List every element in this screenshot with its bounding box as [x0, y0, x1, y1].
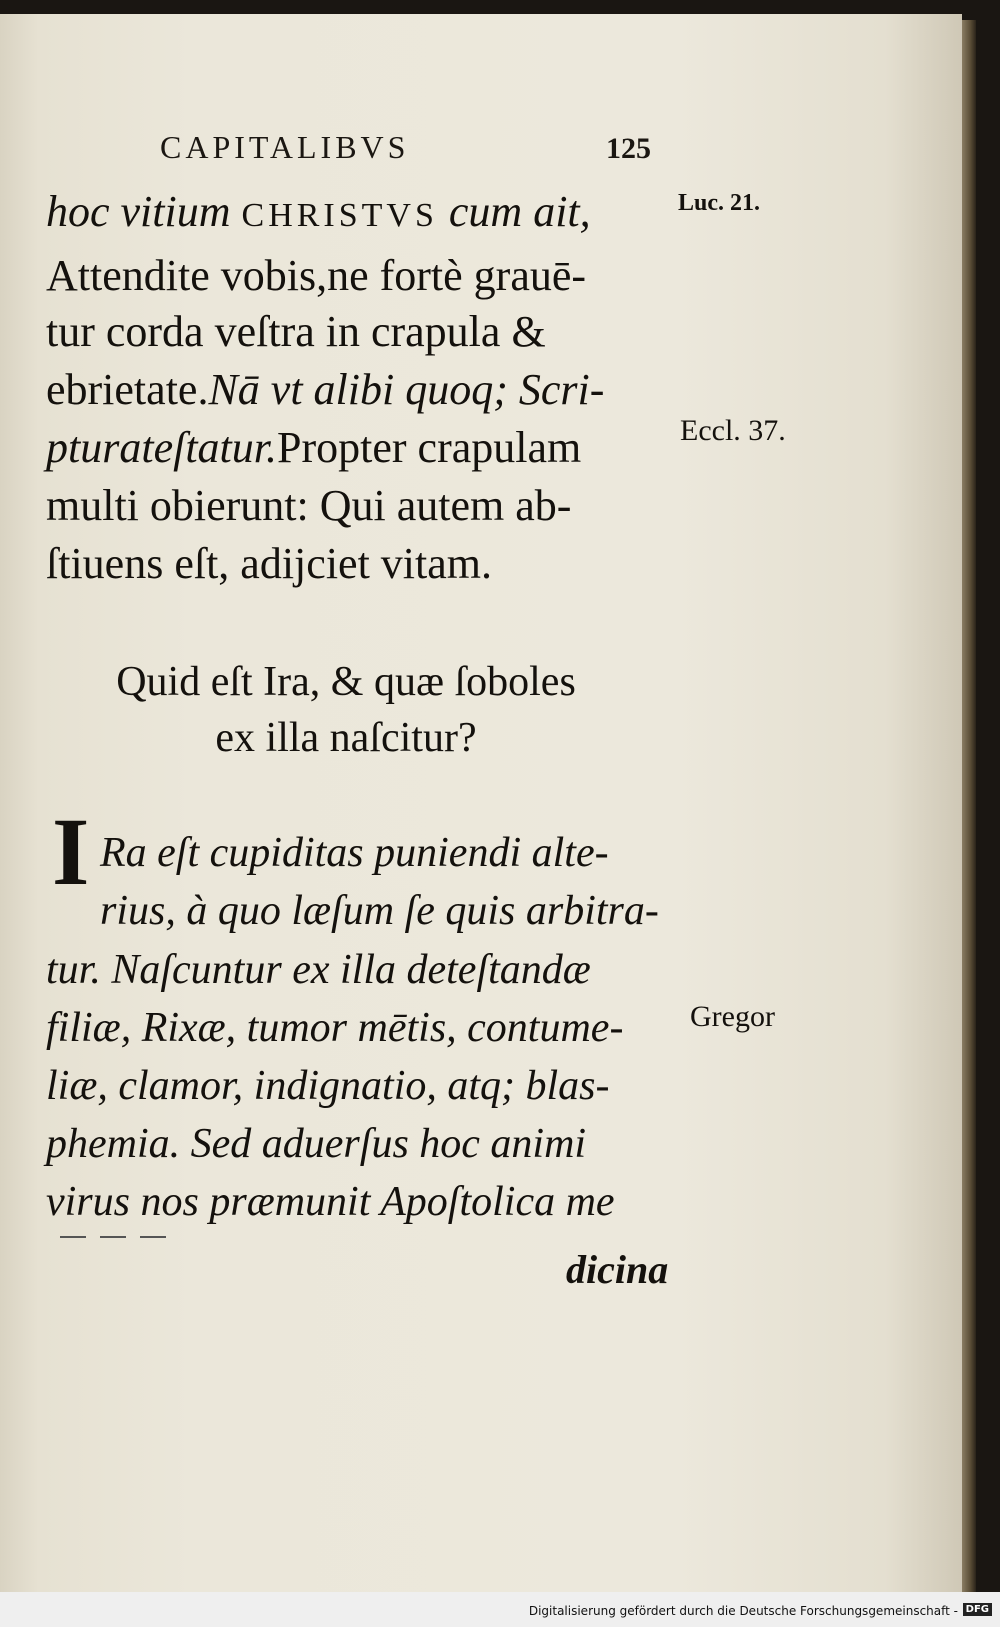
margin-note-luke: Luc. 21.: [678, 190, 761, 216]
margin-note-gregor: Gregor: [690, 1000, 775, 1033]
section-heading-line-1: Quid eſt Ira, & quæ ſoboles: [116, 659, 576, 705]
body-line-5-roman: Propter crapulam: [277, 423, 582, 472]
italic-line-7: virus nos præmunit Apoſtolica me: [46, 1179, 615, 1225]
running-head: CAPITALIBVS: [160, 129, 410, 165]
margin-note-ecclesiasticus: Eccl. 37.: [680, 414, 786, 447]
body-line-4-roman: ebrietate.: [46, 365, 209, 414]
page-edge: [962, 20, 976, 1592]
section-heading-line-2: ex illa naſcitur?: [215, 715, 477, 761]
dfg-logo: DFG: [963, 1603, 992, 1616]
body-line-1: [46, 187, 591, 236]
body-line-4-italic: Nā vt alibi quoq; Scri-: [208, 365, 605, 414]
body-line-1-italic-b: cum ait,: [448, 187, 591, 236]
italic-line-6: phemia. Sed aduerſus hoc animi: [46, 1121, 587, 1167]
digitization-credit: Digitalisierung gefördert durch die Deutsche Forschungsgemeinschaft -: [528, 1604, 958, 1618]
italic-line-2: rius, à quo læſum ſe quis arbitra-: [100, 888, 659, 934]
body-line-7: ſtiuens eſt, adijciet vitam.: [46, 539, 492, 588]
body-line-5: [46, 423, 582, 472]
italic-line-4: filiæ, Rixæ, tumor mētis, contume-: [46, 1005, 624, 1051]
page-number: 125: [606, 132, 651, 165]
drop-cap: I: [52, 798, 90, 905]
body-line-6: multi obierunt: Qui autem ab-: [46, 481, 572, 530]
italic-line-3: tur. Naſcuntur ex illa deteſtandæ: [46, 947, 591, 993]
italic-line-5: liæ, clamor, indignatio, atq; blas-: [46, 1063, 610, 1109]
catchword: dicina: [566, 1247, 669, 1292]
body-line-4: [46, 365, 605, 414]
ink-mark: [60, 1236, 180, 1238]
italic-line-1: Ra eſt cupiditas puniendi alte-: [100, 830, 609, 876]
body-line-3: tur corda veſtra in crapula &: [46, 307, 546, 356]
body-line-1-italic-a: hoc vitium: [46, 187, 231, 236]
body-line-1-smallcaps: CHRISTVS: [241, 197, 438, 234]
body-line-5-italic: pturateſtatur.: [46, 423, 278, 472]
body-line-2: Attendite vobis,ne fortè grauē-: [46, 251, 587, 300]
book-page: [0, 14, 962, 1592]
